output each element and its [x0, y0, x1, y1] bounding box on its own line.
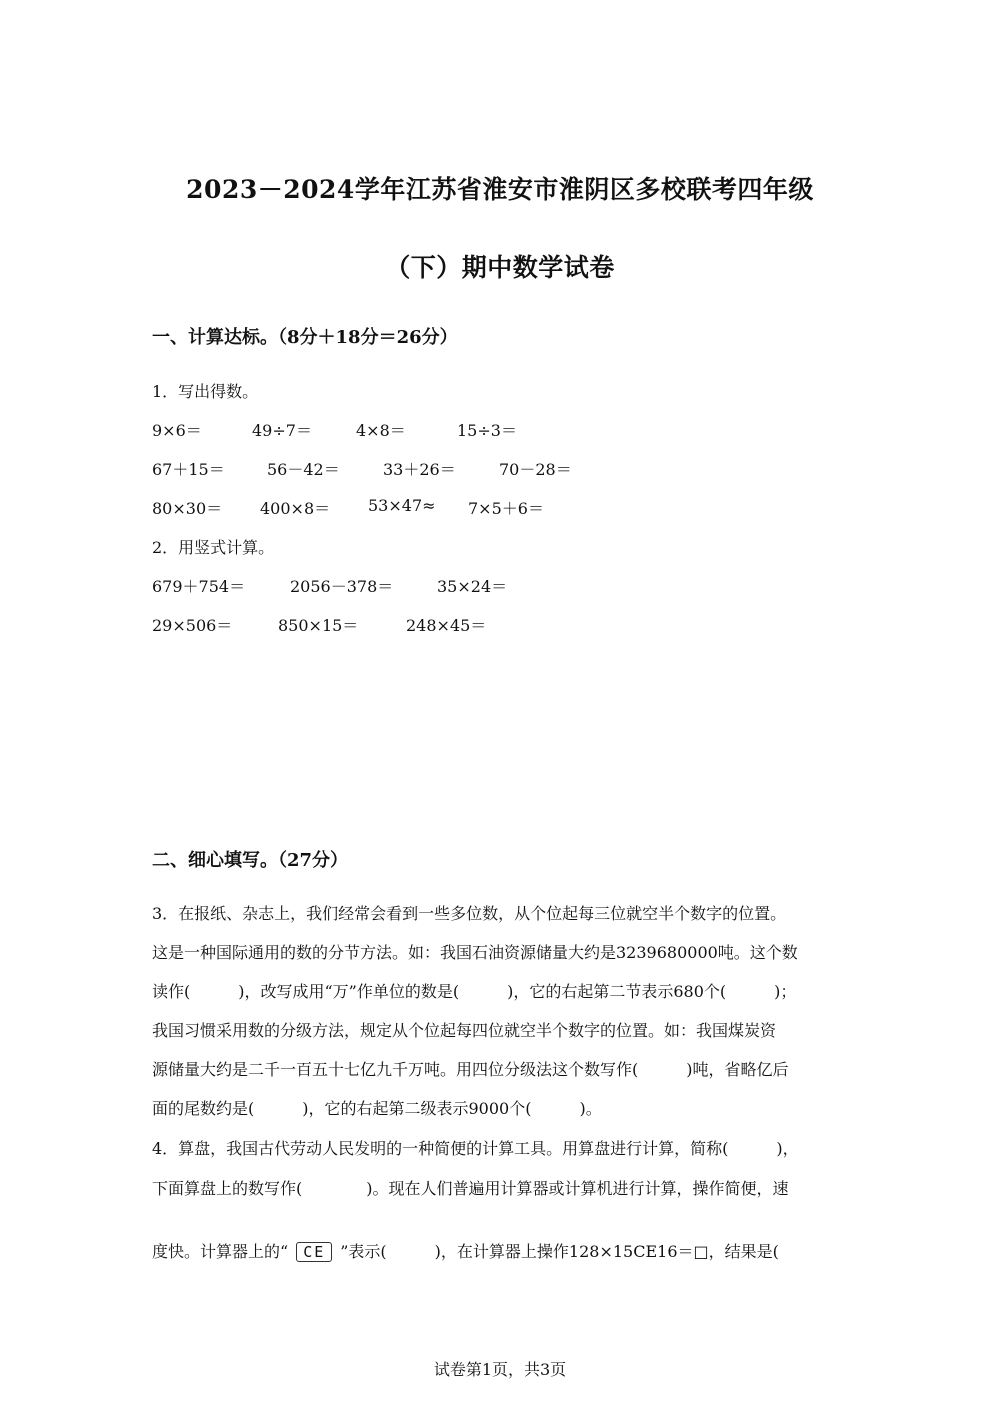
q4-line-2: 下面算盘上的数写作( )。现在人们普遍用计算器或计算机进行计算，操作简便，速	[152, 1179, 789, 1198]
q2-item: 29×506＝	[152, 616, 233, 635]
q4-line-3	[152, 1239, 779, 1262]
q3-line-3: 读作( )，改写成用“万”作单位的数是( )，它的右起第二节表示680个( )；	[152, 982, 797, 1001]
q3-line-4: 我国习惯采用数的分级方法，规定从个位起每四位就空半个数字的位置。如：我国煤炭资	[152, 1021, 777, 1040]
q1-item: 400×8＝	[260, 499, 331, 518]
page-footer: 试卷第1页，共3页	[433, 1360, 567, 1379]
q3-line-2: 这是一种国际通用的数的分节方法。如：我国石油资源储量大约是3239680000吨。这个数	[152, 943, 798, 962]
q1-item: 7×5＋6＝	[468, 499, 544, 518]
q2-item: 248×45＝	[406, 616, 487, 635]
q4-line-3-post: ”表示( )，在计算器上操作128×15CE16＝□，结果是(	[340, 1242, 779, 1261]
q1-item: 4×8＝	[356, 421, 406, 440]
q2-item: 679＋754＝	[152, 577, 246, 596]
exam-title-line1: 2023－2024学年江苏省淮安市淮阴区多校联考四年级	[186, 175, 814, 204]
q4-line-3-pre: 度快。计算器上的“	[152, 1242, 289, 1261]
q4-line-1: 4．算盘，我国古代劳动人民发明的一种简便的计算工具。用算盘进行计算，简称( )，	[152, 1139, 799, 1158]
q2-item: 850×15＝	[278, 616, 359, 635]
q1-item: 53×47≈	[368, 496, 436, 515]
q3-line-5: 源储量大约是二千一百五十七亿九千万吨。用四位分级法这个数写作( )吨，省略亿后	[152, 1060, 789, 1079]
q2-item: 2056－378＝	[290, 577, 394, 596]
q3-line-6: 面的尾数约是( )，它的右起第二级表示9000个( )。	[152, 1099, 602, 1118]
q1-item: 49÷7＝	[252, 421, 312, 440]
exam-title-line2: （下）期中数学试卷	[385, 253, 615, 282]
q2-item: 35×24＝	[437, 577, 508, 596]
calculator-ce-key-icon: CE	[296, 1242, 332, 1262]
section-1-heading: 一、计算达标。（8分＋18分＝26分）	[152, 327, 458, 348]
q1-item: 70－28＝	[499, 460, 572, 479]
q1-item: 67＋15＝	[152, 460, 225, 479]
q1-item: 15÷3＝	[457, 421, 517, 440]
q1-item: 56－42＝	[267, 460, 340, 479]
q1-label: 1．写出得数。	[152, 382, 259, 401]
q1-item: 80×30＝	[152, 499, 223, 518]
section-2-heading: 二、细心填写。（27分）	[152, 850, 349, 871]
q1-item: 9×6＝	[152, 421, 202, 440]
q1-item: 33＋26＝	[383, 460, 456, 479]
q2-label: 2．用竖式计算。	[152, 538, 275, 557]
q3-line-1: 3．在报纸、杂志上，我们经常会看到一些多位数，从个位起每三位就空半个数字的位置。	[152, 904, 787, 923]
